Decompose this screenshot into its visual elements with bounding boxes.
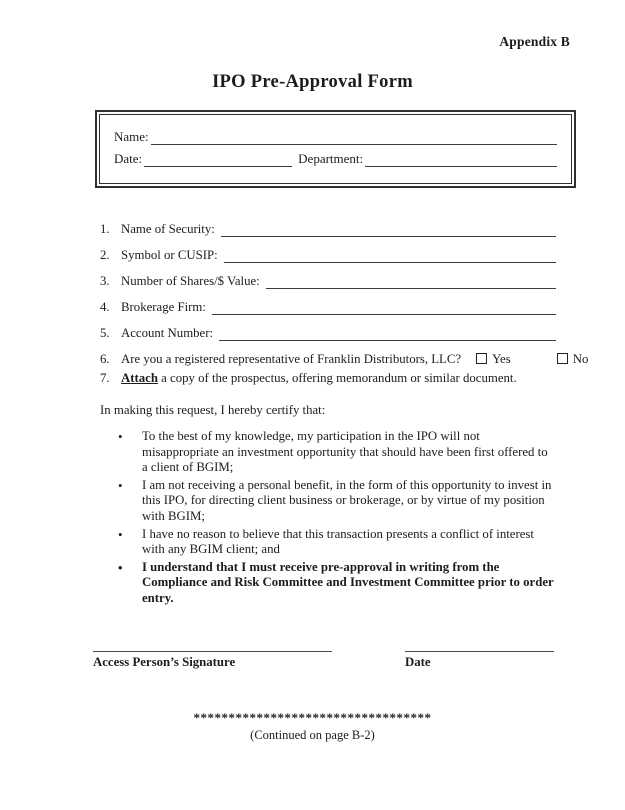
item-number: 3. bbox=[100, 274, 110, 288]
bullet-item-bold bbox=[118, 560, 556, 607]
bullet-item bbox=[118, 478, 556, 525]
yes-checkbox[interactable] bbox=[476, 353, 487, 364]
bullet-icon: • bbox=[118, 559, 123, 575]
bullet-item bbox=[118, 429, 556, 476]
department-input-line[interactable] bbox=[365, 154, 557, 167]
item-label: Number of Shares/$ Value: bbox=[121, 274, 260, 288]
item-security bbox=[100, 221, 556, 237]
item-attach bbox=[100, 370, 556, 386]
item-shares bbox=[100, 273, 556, 289]
item-symbol bbox=[100, 247, 556, 263]
signature-section bbox=[93, 651, 625, 670]
continued-note: (Continued on page B-2) bbox=[250, 728, 375, 742]
item-label: Brokerage Firm: bbox=[121, 300, 206, 314]
item-account bbox=[100, 325, 556, 341]
name-label: Name: bbox=[114, 129, 149, 144]
item-label: Account Number: bbox=[121, 326, 214, 340]
signature-line[interactable] bbox=[93, 651, 332, 670]
symbol-input-line[interactable] bbox=[224, 250, 556, 263]
department-label: Department: bbox=[298, 151, 364, 166]
appendix-label: Appendix B bbox=[499, 34, 570, 49]
item-number: 6. bbox=[100, 352, 110, 366]
bullet-icon: • bbox=[118, 429, 123, 444]
bullet-text: To the best of my knowledge, my participation in the IPO will not misappropriate an investment opportunity that should have been first offered to a client of BGIM; bbox=[142, 429, 548, 475]
item-brokerage bbox=[100, 299, 556, 315]
yes-option bbox=[476, 352, 511, 367]
bullet-text: I understand that I must receive pre-approval in writing from the Compliance and Risk Committee and Investment Committee prior to order entry. bbox=[142, 559, 554, 605]
item-label: Symbol or CUSIP: bbox=[121, 248, 218, 262]
item-label: Name of Security: bbox=[121, 222, 215, 236]
name-input-line[interactable] bbox=[151, 132, 557, 145]
date-line[interactable] bbox=[405, 651, 554, 670]
numbered-list bbox=[100, 221, 589, 386]
no-checkbox[interactable] bbox=[557, 353, 568, 364]
brokerage-input-line[interactable] bbox=[212, 302, 556, 315]
asterisk-divider: ********************************** bbox=[193, 710, 432, 725]
item-number: 2. bbox=[100, 248, 110, 262]
identity-box bbox=[95, 110, 576, 188]
attach-rest: a copy of the prospectus, offering memorandum or similar document. bbox=[157, 371, 517, 385]
item-label: Are you a registered representative of Franklin Distributors, LLC? bbox=[121, 352, 462, 366]
item-registered-rep bbox=[100, 351, 589, 367]
shares-input-line[interactable] bbox=[266, 276, 556, 289]
page-footer bbox=[0, 710, 625, 810]
date-input-line[interactable] bbox=[144, 154, 292, 167]
bullet-icon: • bbox=[118, 526, 123, 542]
attach-emphasis: Attach bbox=[121, 371, 158, 385]
item-number: 1. bbox=[100, 222, 110, 236]
no-label: No bbox=[572, 352, 589, 366]
item-number: 7. bbox=[100, 371, 110, 385]
account-input-line[interactable] bbox=[219, 328, 556, 341]
name-row bbox=[114, 124, 557, 145]
item-number: 4. bbox=[100, 300, 110, 314]
certify-intro: In making this request, I hereby certify that: bbox=[100, 403, 326, 417]
bullet-text: I am not receiving a personal benefit, in the form of this opportunity to invest in this IPO, for directing client business or brokerage, or by virtue of my position with BGIM; bbox=[142, 477, 552, 523]
bullet-item bbox=[118, 527, 556, 558]
item-number: 5. bbox=[100, 326, 110, 340]
date-label: Date: bbox=[114, 151, 143, 166]
item-label bbox=[121, 371, 521, 386]
date-label: Date bbox=[405, 654, 431, 669]
bullet-text: I have no reason to believe that this transaction presents a conflict of interest with any BGIM client; and bbox=[142, 526, 534, 557]
certification-bullets bbox=[118, 429, 556, 607]
yes-label: Yes bbox=[492, 352, 511, 366]
security-input-line[interactable] bbox=[221, 224, 556, 237]
no-option bbox=[557, 352, 589, 367]
signature-label: Access Person’s Signature bbox=[93, 654, 236, 669]
bullet-icon: • bbox=[118, 477, 123, 493]
date-department-row bbox=[114, 146, 557, 167]
form-title: IPO Pre-Approval Form bbox=[212, 72, 413, 92]
